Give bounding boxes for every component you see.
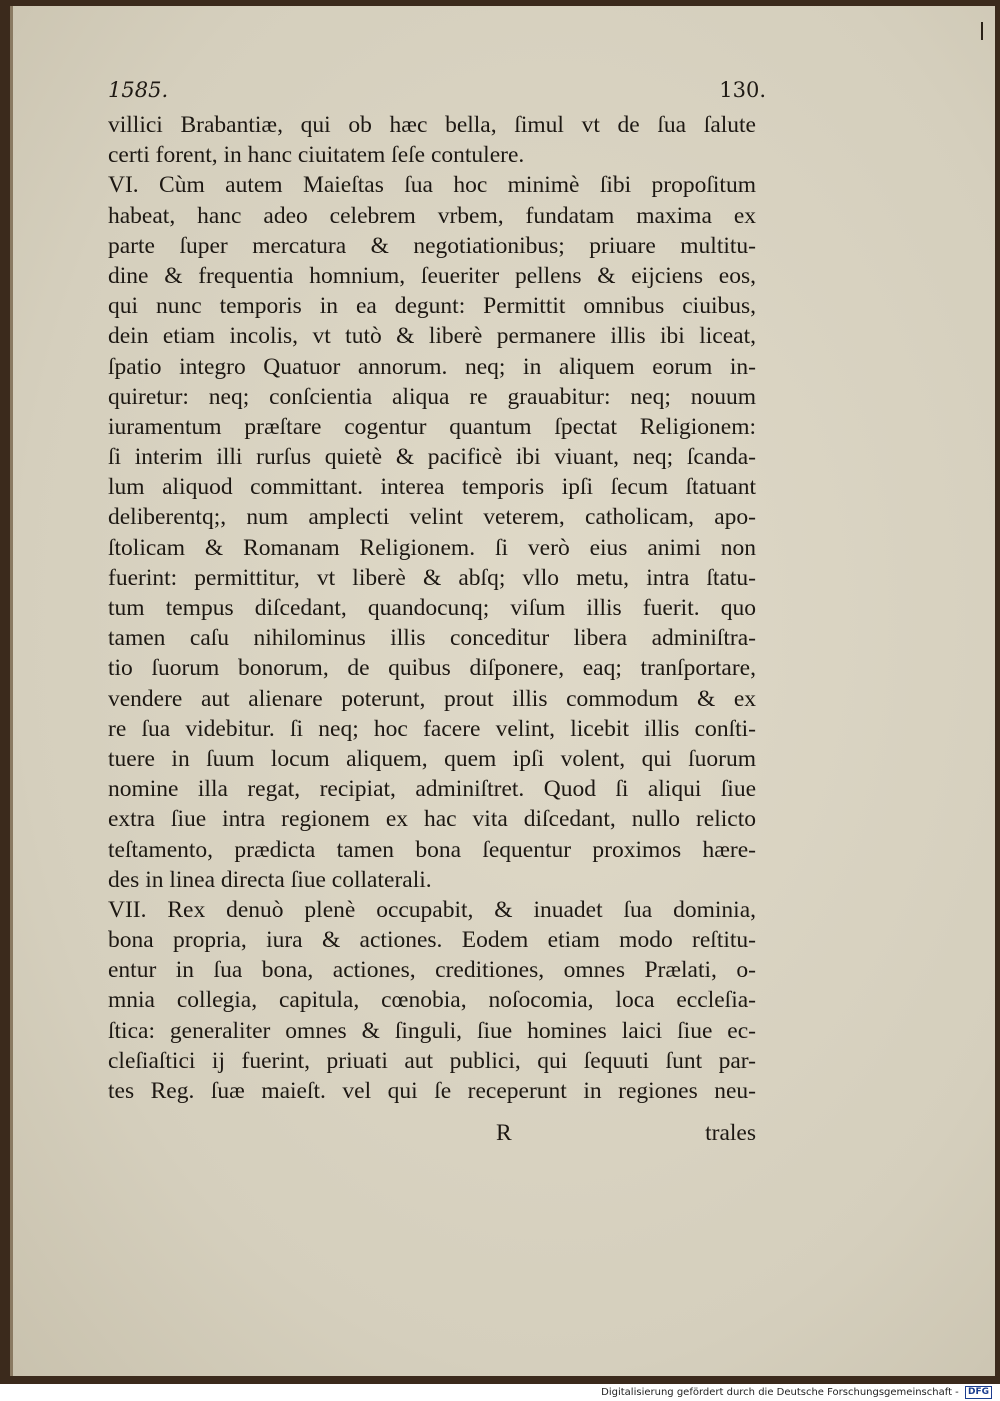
page-mark <box>981 22 983 40</box>
text-line: quiretur: neq; conſcientia aliqua re grauabitur: neq; nouum <box>108 383 756 410</box>
running-header <box>108 78 766 108</box>
text-line: entur in ſua bona, actiones, creditiones, omnes Prælati, o- <box>108 957 756 984</box>
body-text <box>108 110 756 1106</box>
folio-number: 130. <box>719 78 766 102</box>
text-line: teſtamento, prædicta tamen bona ſequentur proximos hære- <box>108 836 756 863</box>
text-line: dine & frequentia homnium, ſeueriter pellens & eijciens eos, <box>108 262 756 289</box>
text-line: dein etiam incolis, vt tutò & liberè permanere illis ibi liceat, <box>108 323 756 350</box>
text-line: fuerint: permittitur, vt liberè & abſq; vllo metu, intra ſtatu- <box>108 564 756 591</box>
text-line: des in linea directa ſiue collaterali. <box>108 866 432 893</box>
text-line: tuere in ſuum locum aliquem, quem ipſi volent, qui ſuorum <box>108 745 756 772</box>
text-line: iuramentum præſtare cogentur quantum ſpectat Religionem: <box>108 413 756 440</box>
text-line: tamen caſu nihilominus illis conceditur libera adminiſtra- <box>108 625 756 652</box>
text-line: nomine illa regat, recipiat, adminiſtret. Quod ſi aliqui ſiue <box>108 776 756 803</box>
text-line: habeat, hanc adeo celebrem vrbem, fundatam maxima ex <box>108 202 756 229</box>
header-year: 1585. <box>108 78 169 102</box>
text-line: lum aliquod committant. interea temporis ipſi ſecum ſtatuant <box>108 474 756 501</box>
text-line: qui nunc temporis in ea degunt: Permittit omnibus ciuibus, <box>108 293 756 320</box>
text-line: parte ſuper mercatura & negotiationibus; priuare multitu- <box>108 232 756 259</box>
text-line: cleſiaſtici ij fuerint, priuati aut publici, qui ſequuti ſunt par- <box>108 1047 756 1074</box>
text-line: tum tempus diſcedant, quandocunq; viſum illis fuerit. quo <box>108 595 756 621</box>
text-line: ſi interim illi rurſus quietè & pacificè ibi viuant, neq; ſcanda- <box>108 444 756 471</box>
credit-text: Digitalisierung gefördert durch die Deutsche Forschungsgemeinschaft - <box>601 1387 959 1398</box>
text-line: mnia collegia, capitula, cœnobia, noſocomia, loca eccleſia- <box>108 987 756 1014</box>
catchword: trales <box>705 1120 756 1146</box>
text-line: ſtica: generaliter omnes & ſinguli, ſiue homines laici ſiue ec- <box>108 1017 756 1044</box>
text-line: VI. Cùm autem Maieſtas ſua hoc minimè ſibi propoſitum <box>108 172 756 199</box>
page-footer-line <box>108 1120 756 1150</box>
text-line: vendere aut alienare poterunt, prout illis commodum & ex <box>108 685 756 712</box>
dfg-logo: DFG <box>965 1386 992 1399</box>
text-line: deliberentq;, num amplecti velint veterem, catholicam, apo- <box>108 504 756 531</box>
text-line: tes Reg. ſuæ maieſt. vel qui ſe receperunt in regiones neu- <box>108 1078 756 1104</box>
text-line: extra ſiue intra regionem ex hac vita diſcedant, nullo relicto <box>108 806 756 833</box>
text-line: certi forent, in hanc ciuitatem ſeſe contulere. <box>108 142 525 169</box>
text-line: re ſua videbitur. ſi neq; hoc facere velint, licebit illis conſti- <box>108 715 756 742</box>
text-line: villici Brabantiæ, qui ob hæc bella, ſimul vt de ſua ſalute <box>108 112 756 138</box>
text-line: bona propria, iura & actiones. Eodem etiam modo reſtitu- <box>108 927 756 954</box>
signature-mark: R <box>496 1120 512 1146</box>
text-line: ſpatio integro Quatuor annorum. neq; in aliquem eorum in- <box>108 353 756 380</box>
digitization-credit <box>0 1384 992 1401</box>
text-line: VII. Rex denuò plenè occupabit, & inuadet ſua dominia, <box>108 896 756 923</box>
text-line: ſtolicam & Romanam Religionem. ſi verò eius animi non <box>108 534 756 561</box>
text-line: tio ſuorum bonorum, de quibus diſponere, eaq; tranſportare, <box>108 655 756 682</box>
